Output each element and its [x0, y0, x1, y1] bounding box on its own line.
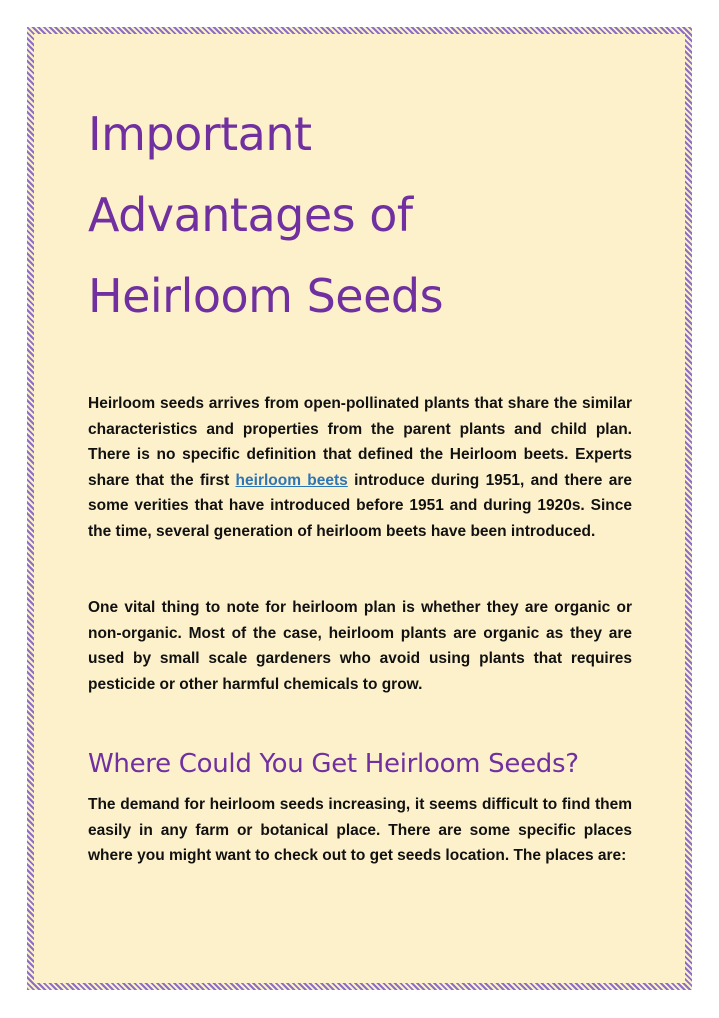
paragraph-demand: The demand for heirloom seeds increasing, it seems difficult to find them easily in any farm or botanical place. There are some specific places where you might want to check out to get seeds location. The places are: [88, 796, 632, 864]
document-page [27, 27, 692, 990]
section-heading-where-to-get: Where Could You Get Heirloom Seeds? [88, 749, 579, 779]
document-content [88, 94, 632, 869]
heirloom-beets-link[interactable]: heirloom beets [235, 471, 348, 489]
paragraph-organic: One vital thing to note for heirloom plan is whether they are organic or non-organic. Most of the case, heirloom plants are organic as they are used by small scale gardeners who avoid using plants that requires pesticide or other harmful chemicals to grow. [88, 599, 632, 693]
paragraph-heirloom-intro [88, 391, 632, 544]
document-title [88, 94, 632, 337]
title-line-2: Advantages of [88, 188, 413, 242]
title-line-1: Important [88, 107, 312, 161]
paragraph-1-text-after-link: introduce during 1951, and there are some verities that have introduced before 1951 and during 1920s. Since the time, several generation of heirloom beets have been introduced. [88, 471, 633, 540]
paragraph-1-text-before-link: Heirloom seeds arrives from open-pollinated plants that share the similar characteristics and properties from the parent plants and child plan. There is no specific definition that defined the Heirloom beets. Experts share that the first [88, 395, 632, 489]
title-line-3: Heirloom Seeds [88, 269, 444, 323]
